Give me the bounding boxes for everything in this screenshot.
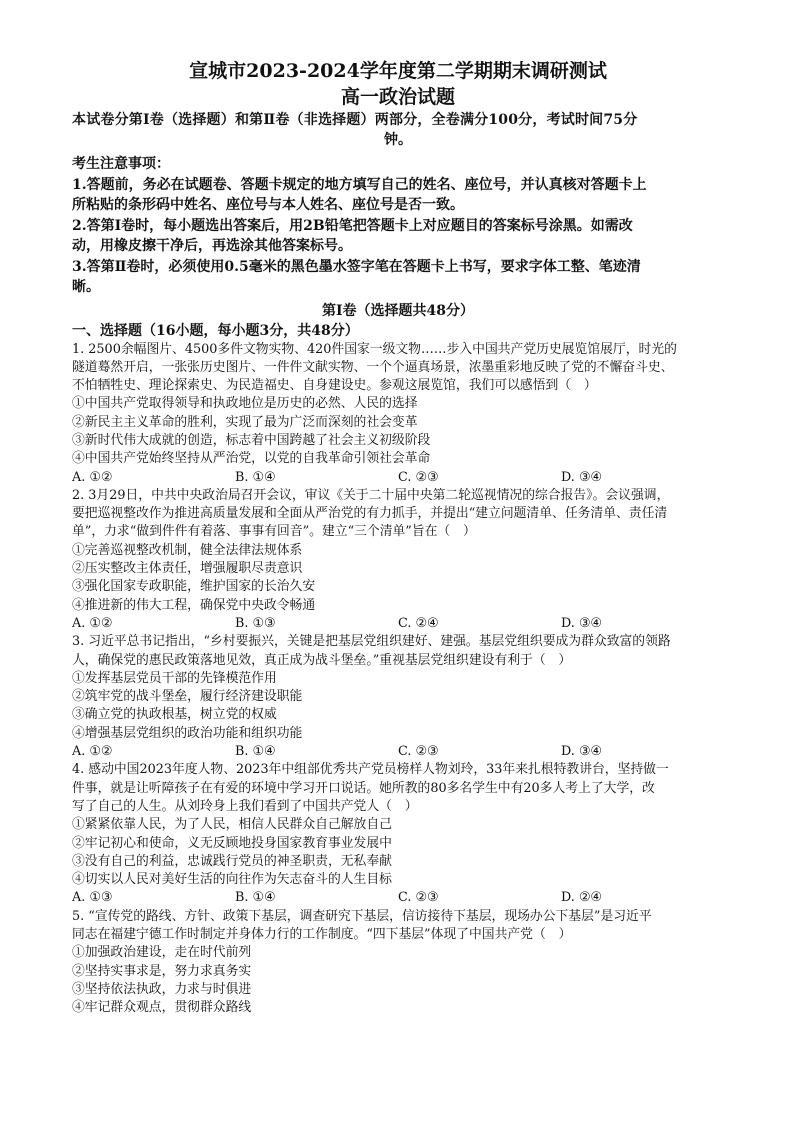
question-statement: ①加强政治建设，走在时代前列	[72, 945, 252, 961]
question-stem-line: 3. 习近平总书记指出，“乡村要振兴，关键是把基层党组织建好、建强。基层党组织要成为群众致富的领路	[72, 634, 671, 650]
answer-choice: D. ③④	[561, 744, 602, 760]
question-item	[72, 633, 724, 761]
question-stem-line: 同志在福建宁德工作时制定并身体力行的工作制度。“四下基层”体现了中国共产党（ ）	[72, 927, 572, 942]
question-stem-line: 单”，力求“做到件件有着落、事事有回音”。建立“三个清单”旨在（ ）	[72, 524, 476, 540]
question-statement: ②牢记初心和使命，义无反顾地投身国家教育事业发展中	[72, 835, 392, 851]
exam-intro-line-2: 钟。	[384, 132, 412, 148]
answer-choice: B. ①④	[235, 469, 276, 485]
question-statement: ③新时代伟大成就的创造，标志着中国跨越了社会主义初级阶段	[72, 432, 431, 448]
answer-choice: C. ②③	[398, 890, 439, 906]
question-statement: ③没有自己的利益，忠诚践行党员的神圣职责，无私奉献	[72, 853, 392, 869]
question-item	[72, 341, 724, 487]
question-item	[72, 761, 724, 907]
answer-choice: C. ②④	[398, 615, 439, 631]
answer-choices-row	[72, 615, 724, 633]
question-stem-line: 人，确保党的惠民政策落地见效，真正成为战斗堡垒。”重视基层党组织建设有利于（ ）	[72, 652, 572, 668]
question-statement: ③坚持依法执政，力求与时俱进	[72, 981, 252, 997]
question-stem-line: 件事，就是让听障孩子在有爱的环境中学习开口说话。她所教的80多名学生中有20多人考上了大学，改	[72, 780, 655, 796]
question-item	[72, 487, 724, 633]
note-1-line-2: 所粘贴的条形码中姓名、座位号与本人姓名、座位号是否一致。	[72, 197, 464, 213]
exam-title: 宣城市2023-2024学年度第二学期期末调研测试	[189, 60, 607, 82]
part-one-title: 第Ⅰ卷（选择题共48分）	[321, 302, 475, 319]
notes-heading: 考生注意事项：	[72, 156, 170, 172]
note-2-line-1: 2.答第Ⅰ卷时，每小题选出答案后，用2B铅笔把答题卡上对应题目的答案标号涂黑。如需改	[72, 217, 633, 234]
answer-choice: D. ②④	[561, 890, 602, 906]
question-statement: ①完善巡视整改机制，健全法律法规体系	[72, 542, 303, 558]
question-statement: ④切实以人民对美好生活的向往作为矢志奋斗的人生目标	[72, 872, 392, 888]
question-statement: ②坚持实事求是，努力求真务实	[72, 963, 252, 979]
question-statement: ①发挥基层党员干部的先锋模范作用	[72, 670, 277, 686]
answer-choice: A. ①②	[72, 744, 113, 760]
section-heading: 一、选择题（16小题，每小题3分，共48分）	[72, 322, 359, 339]
question-stem-line: 4. 感动中国2023年度人物、2023年中组部优秀共产党员榜样人物刘玲，33年来扎根特教讲台，坚持做一	[72, 762, 669, 778]
question-statement: ③强化国家专政职能，维护国家的长治久安	[72, 579, 316, 595]
note-2-line-2: 动，用橡皮擦干净后，再选涂其他答案标号。	[72, 238, 352, 254]
answer-choice: C. ②③	[398, 744, 439, 760]
notes-block	[72, 154, 724, 298]
answer-choice: D. ③④	[561, 615, 602, 631]
question-stem-line: 要把巡视整改作为推进高质量发展和全面从严治党的有力抓手，并提出“建立问题清单、任务清单、责任清	[72, 506, 668, 522]
answer-choice: A. ①③	[72, 890, 113, 906]
question-stem-line: 不怕牺牲史、理论探索史、为民造福史、自身建设史。参观这展览馆，我们可以感悟到（ ）	[72, 378, 597, 394]
question-statement: ②新民主主义革命的胜利，实现了最为广泛而深刻的社会变革	[72, 414, 418, 430]
question-statement: ④牢记群众观点，贯彻群众路线	[72, 1000, 252, 1016]
question-stem-line: 隧道蓦然开启，一张张历史图片、一件件文献实物、一个个逼真场景，浓墨重彩地反映了党的不懈奋斗史、	[72, 359, 674, 375]
exam-page	[72, 58, 724, 1017]
question-statement: ④中国共产党始终坚持从严治党，以党的自我革命引领社会革命	[72, 451, 431, 467]
note-3-line-1: 3.答第Ⅱ卷时，必须使用0.5毫米的黑色墨水签字笔在答题卡上书写，要求字体工整、笔迹清	[72, 258, 641, 275]
answer-choice: C. ②③	[398, 469, 439, 485]
question-stem-line: 写了自己的人生。从刘玲身上我们看到了中国共产党人（ ）	[72, 798, 418, 814]
question-item	[72, 908, 724, 1018]
question-statement: ③确立党的执政根基，树立党的权威	[72, 707, 277, 723]
answer-choice: B. ①③	[235, 615, 276, 631]
question-statement: ①中国共产党取得领导和执政地位是历史的必然、人民的选择	[72, 396, 418, 412]
question-stem-line: 2. 3月29日，中共中央政治局召开会议，审议《关于二十届中央第二轮巡视情况的综合报告》。会议强调，	[72, 487, 670, 503]
note-1-line-1: 1.答题前，务必在试题卷、答题卡规定的地方填写自己的姓名、座位号，并认真核对答题卡上	[72, 176, 647, 193]
answer-choice: B. ①④	[235, 890, 276, 906]
note-3-line-2: 晰。	[72, 279, 100, 295]
answer-choices-row	[72, 889, 724, 907]
answer-choices-row	[72, 743, 724, 761]
answer-choice: A. ①②	[72, 469, 113, 485]
question-statement: ②筑牢党的战斗堡垒，履行经济建设职能	[72, 689, 303, 705]
question-list	[72, 341, 724, 1018]
question-statement: ④增强基层党组织的政治功能和组织功能	[72, 725, 303, 741]
question-statement: ④推进新的伟大工程，确保党中央政令畅通	[72, 597, 316, 613]
answer-choices-row	[72, 469, 724, 487]
answer-choice: D. ③④	[561, 469, 602, 485]
question-stem-line: 5. “宣传党的路线、方针、政策下基层，调查研究下基层，信访接待下基层，现场办公下基层”是习近平	[72, 908, 652, 924]
exam-subtitle: 高一政治试题	[340, 86, 455, 108]
question-statement: ①紧紧依靠人民，为了人民，相信人民群众自己解放自己	[72, 817, 392, 833]
exam-intro-line-1: 本试卷分第Ⅰ卷（选择题）和第Ⅱ卷（非选择题）两部分，全卷满分100分，考试时间75分	[72, 112, 638, 128]
answer-choice: A. ①②	[72, 615, 113, 631]
answer-choice: B. ①④	[235, 744, 276, 760]
question-stem-line: 1. 2500余幅图片、4500多件文物实物、420件国家一级文物……步入中国共产党历史展览馆展厅，时光的	[72, 341, 677, 357]
question-statement: ②压实整改主体责任，增强履职尽责意识	[72, 561, 303, 577]
